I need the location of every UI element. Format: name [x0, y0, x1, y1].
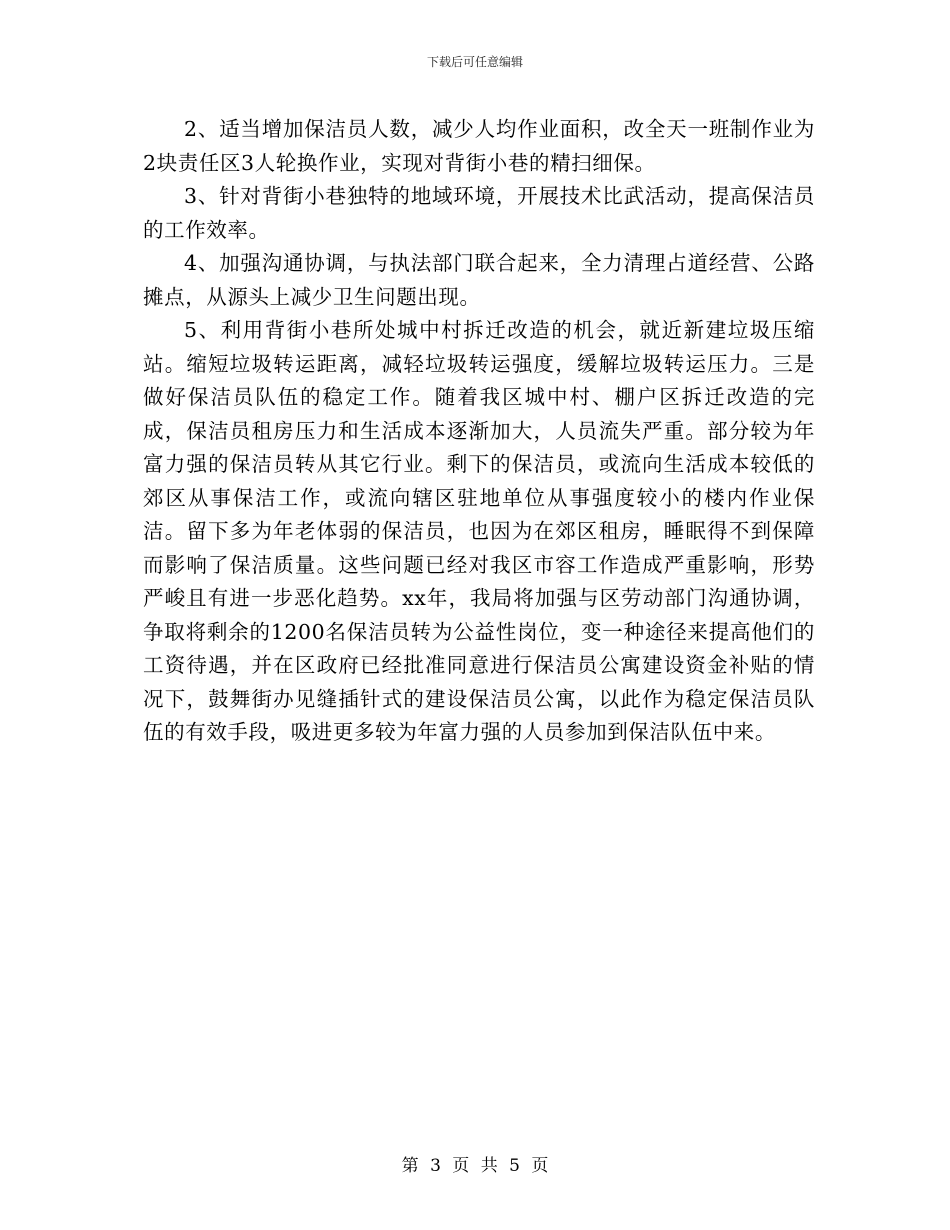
page-header: 下载后可任意编辑: [426, 55, 523, 69]
paragraph-item-4: 4、加强沟通协调，与执法部门联合起来，全力清理占道经营、公路摊点，从源头上减少卫生问题出现。: [143, 251, 815, 309]
paragraph-item-5: 5、利用背街小巷所处城中村拆迁改造的机会，就近新建垃圾压缩站。缩短垃圾转运距离，减轻垃圾转运强度，缓解垃圾转运压力。三是做好保洁员队伍的稳定工作。随着我区城中村、棚户区拆迁改造的完成，保洁员租房压力和生活成本逐渐加大，人员流失严重。部分较为年富力强的保洁员转从其它行业。剩下的保洁员，或流向生活成本较低的郊区从事保洁工作，或流向辖区驻地单位从事强度较小的楼内作业保洁。留下多为年老体弱的保洁员，也因为在郊区租房，睡眠得不到保障而影响了保洁质量。这些问题已经对我区市容工作造成严重影响，形势严峻且有进一步恶化趋势。xx年，我局将加强与区劳动部门沟通协调，争取将剩余的1200名保洁员转为公益性岗位，变一种途径来提高他们的工资待遇，并在区政府已经批准同意进行保洁员公寓建设资金补贴的情况下，鼓舞街办见缝插针式的建设保洁员公寓，以此作为稳定保洁员队伍的有效手段，吸进更多较为年富力强的人员参加到保洁队伍中来。: [143, 318, 815, 744]
page-footer: 第 3 页 共 5 页: [401, 1156, 549, 1176]
body-text: [143, 113, 815, 750]
paragraph-item-2: 2、适当增加保洁员人数，减少人均作业面积，改全天一班制作业为2块责任区3人轮换作业，实现对背街小巷的精扫细保。: [143, 117, 815, 175]
paragraph-item-3: 3、针对背街小巷独特的地域环境，开展技术比武活动，提高保洁员的工作效率。: [143, 184, 815, 242]
